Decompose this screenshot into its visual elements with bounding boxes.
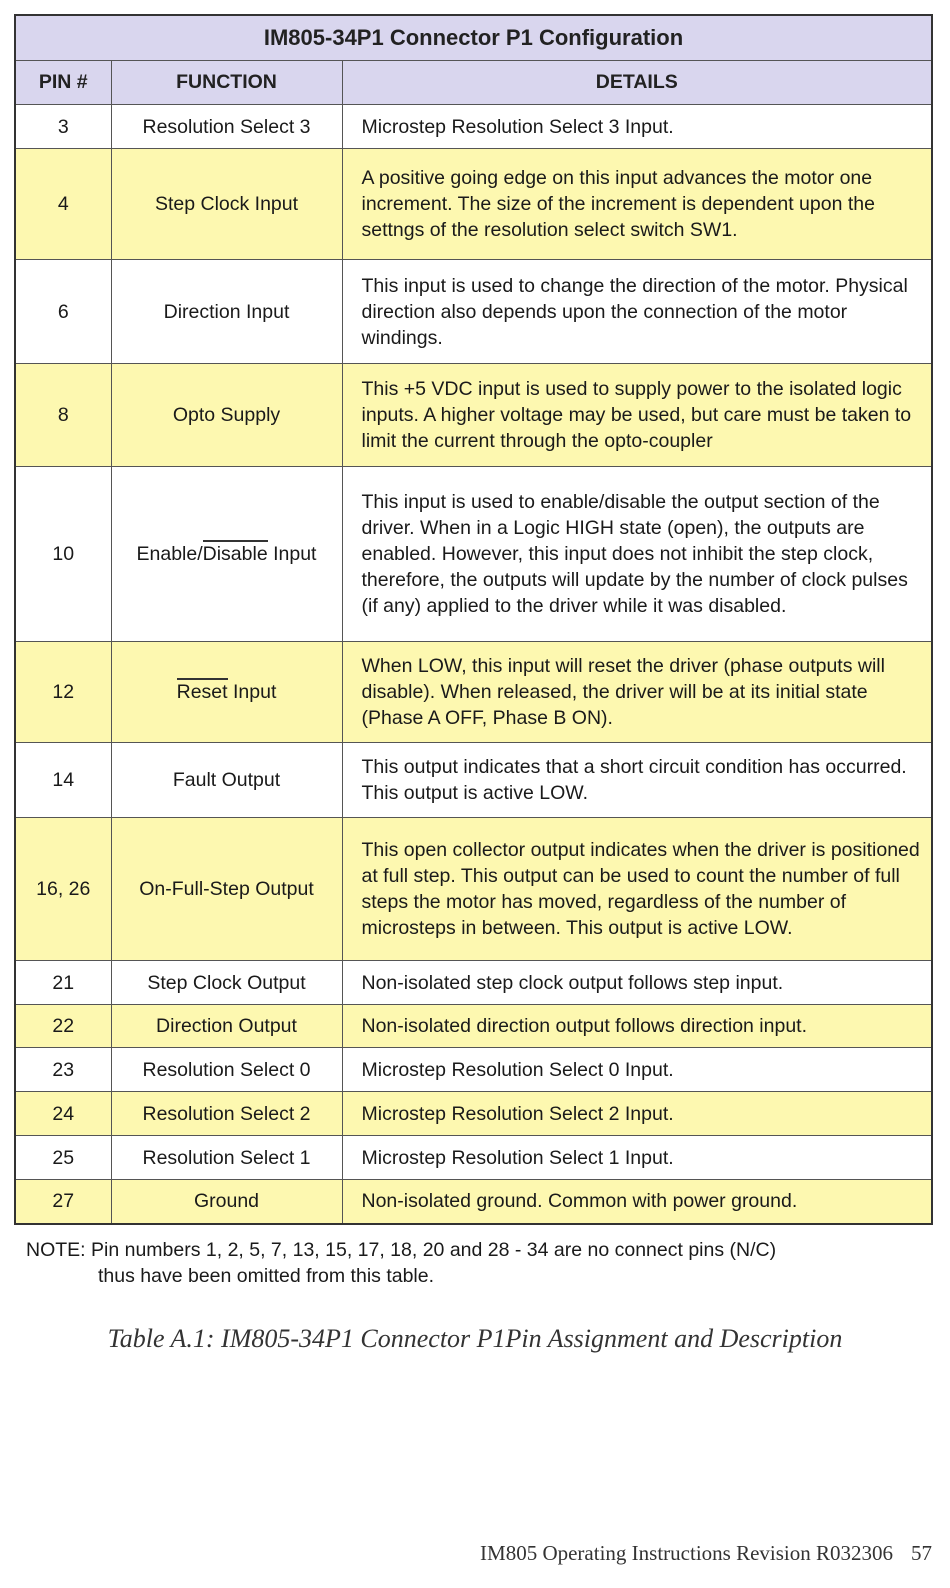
pin-number: 10	[15, 467, 111, 642]
function-details: This output indicates that a short circuit condition has occurred. This output is active LOW.	[342, 743, 932, 818]
function-details: Microstep Resolution Select 3 Input.	[342, 105, 932, 149]
page-number: 57	[911, 1541, 932, 1565]
function-suffix: Input	[227, 681, 277, 703]
pin-number: 23	[15, 1048, 111, 1092]
function-name: Opto Supply	[111, 364, 342, 467]
function-details: This input is used to change the direction of the motor. Physical direction also depends upon the connection of the motor windings.	[342, 260, 932, 364]
footer-text: IM805 Operating Instructions Revision R032306	[480, 1541, 893, 1565]
function-name: Resolution Select 3	[111, 105, 342, 149]
table-row	[15, 818, 932, 961]
table-note	[26, 1237, 906, 1289]
note-line-1: NOTE: Pin numbers 1, 2, 5, 7, 13, 15, 17, 18, 20 and 28 - 34 are no connect pins (N/C)	[26, 1239, 777, 1261]
table-row	[15, 642, 932, 743]
table-caption: Table A.1: IM805-34P1 Connector P1Pin Assignment and Description	[107, 1324, 843, 1353]
pin-number: 25	[15, 1136, 111, 1180]
pin-number: 24	[15, 1092, 111, 1136]
function-name: Resolution Select 0	[111, 1048, 342, 1092]
function-column-header: FUNCTION	[111, 61, 342, 105]
function-details: This +5 VDC input is used to supply power to the isolated logic inputs. A higher voltage may be used, but care must be taken to limit the current through the opto-coupler	[342, 364, 932, 467]
table-row	[15, 1136, 932, 1180]
active-low-signal: Disable	[203, 540, 268, 565]
function-name: Step Clock Input	[111, 149, 342, 260]
table-title: IM805-34P1 Connector P1 Configuration	[15, 15, 932, 61]
function-details: Microstep Resolution Select 1 Input.	[342, 1136, 932, 1180]
function-details: This open collector output indicates when the driver is positioned at full step. This output can be used to count the number of full steps the motor has moved, regardless of the number of microsteps in between. This output is active LOW.	[342, 818, 932, 961]
pin-number: 8	[15, 364, 111, 467]
pin-number: 3	[15, 105, 111, 149]
table-row	[15, 1005, 932, 1048]
table-row	[15, 1180, 932, 1224]
active-low-signal: Reset	[177, 678, 228, 703]
table-row	[15, 1048, 932, 1092]
function-name	[111, 467, 342, 642]
pin-number: 21	[15, 961, 111, 1005]
function-name: Resolution Select 2	[111, 1092, 342, 1136]
pin-number: 12	[15, 642, 111, 743]
function-name: Resolution Select 1	[111, 1136, 342, 1180]
table-row	[15, 961, 932, 1005]
pin-number: 22	[15, 1005, 111, 1048]
function-name: Ground	[111, 1180, 342, 1224]
function-name: Fault Output	[111, 743, 342, 818]
pin-number: 4	[15, 149, 111, 260]
pin-number: 6	[15, 260, 111, 364]
table-row	[15, 1092, 932, 1136]
function-name: Step Clock Output	[111, 961, 342, 1005]
function-details: Non-isolated direction output follows direction input.	[342, 1005, 932, 1048]
pin-number: 14	[15, 743, 111, 818]
table-row	[15, 149, 932, 260]
function-details: Microstep Resolution Select 0 Input.	[342, 1048, 932, 1092]
function-details: Non-isolated step clock output follows step input.	[342, 961, 932, 1005]
function-name	[111, 642, 342, 743]
details-column-header: DETAILS	[342, 61, 932, 105]
function-details: A positive going edge on this input advances the motor one increment. The size of the increment is dependent upon the settngs of the resolution select switch SW1.	[342, 149, 932, 260]
table-row	[15, 743, 932, 818]
pin-number: 16, 26	[15, 818, 111, 961]
pin-number: 27	[15, 1180, 111, 1224]
table-row	[15, 260, 932, 364]
function-details: When LOW, this input will reset the driver (phase outputs will disable). When released, the driver will be at its initial state (Phase A OFF, Phase B ON).	[342, 642, 932, 743]
function-suffix: Input	[267, 543, 317, 565]
note-line-2: thus have been omitted from this table.	[98, 1265, 435, 1287]
function-prefix: Enable/	[136, 543, 203, 565]
pin-column-header: PIN #	[15, 61, 111, 105]
function-name: On-Full-Step Output	[111, 818, 342, 961]
table-row	[15, 364, 932, 467]
table-row	[15, 467, 932, 642]
function-name: Direction Input	[111, 260, 342, 364]
function-details: This input is used to enable/disable the output section of the driver. When in a Logic HIGH state (open), the outputs are enabled. However, this input does not inhibit the step clock, therefore, the outputs will update by the number of clock pulses (if any) applied to the driver while it was disabled.	[342, 467, 932, 642]
table-row	[15, 105, 932, 149]
function-name: Direction Output	[111, 1005, 342, 1048]
function-details: Non-isolated ground. Common with power ground.	[342, 1180, 932, 1224]
page-footer	[480, 1541, 932, 1566]
pin-configuration-table	[14, 14, 933, 1225]
function-details: Microstep Resolution Select 2 Input.	[342, 1092, 932, 1136]
